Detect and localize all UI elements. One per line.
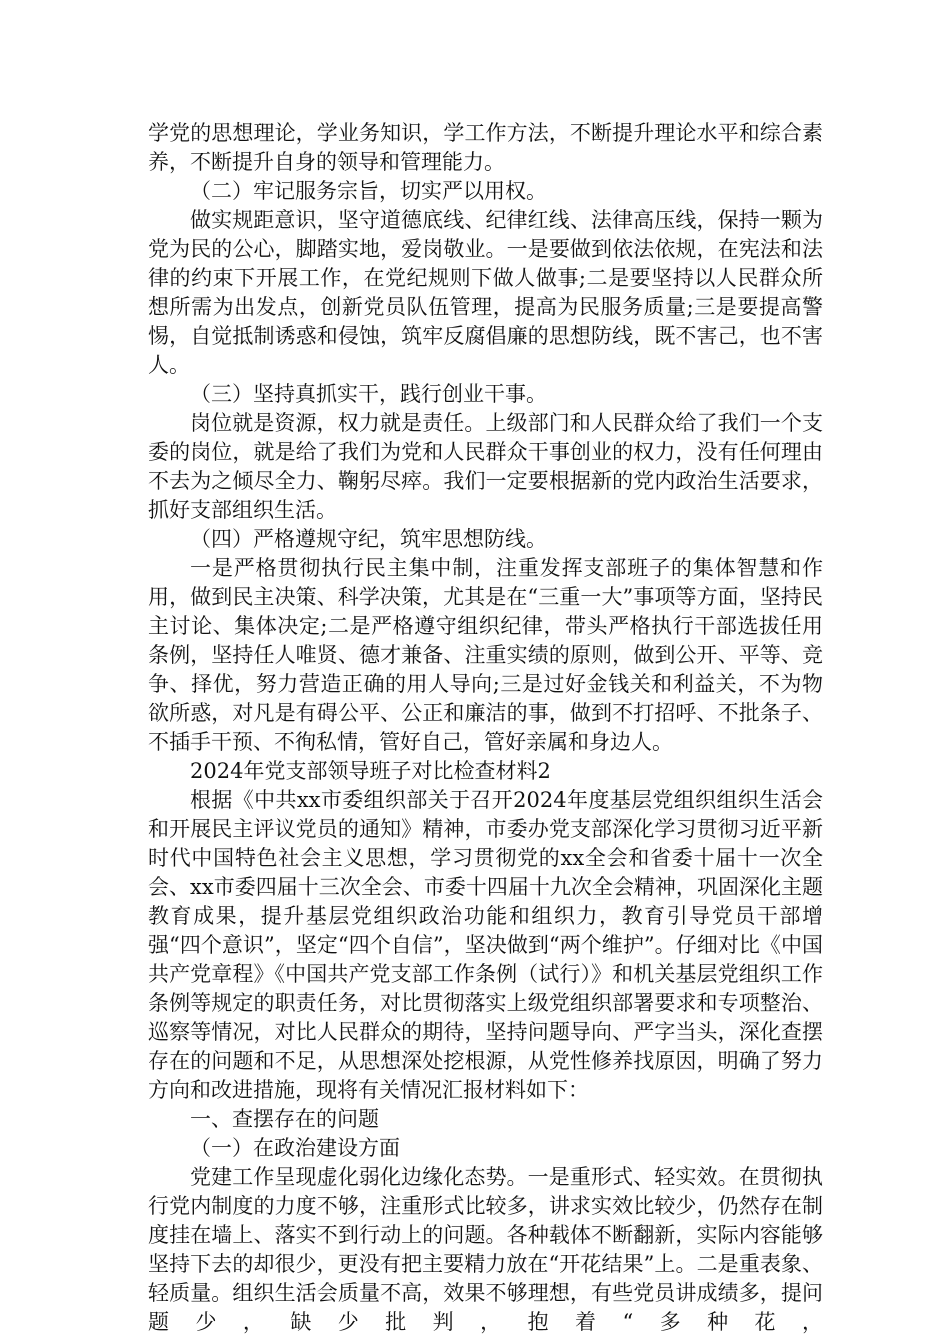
paragraph: 做实规距意识，坚守道德底线、纪律红线、法律高压线，保持一颗为党为民的公心，脚踏实地，爱岗敬业。一是要做到依法依规，在宪法和法律的约束下开展工作，在党纪规则下做人做事;二是要坚持以人民群众所想所需为出发点，创新党员队伍管理，提高为民服务质量;三是要提高警惕，自觉抵制诱惑和侵蚀，筑牢反腐倡廉的思想防线，既不害己，也不害人。 [148, 208, 823, 377]
section-heading-4: （四）严格遵规守纪，筑牢思想防线。 [190, 527, 547, 551]
document-body [148, 119, 823, 1337]
section-heading-main: 一、查摆存在的问题 [190, 1107, 379, 1131]
paragraph: 根据《中共xx市委组织部关于召开2024年度基层党组织组织生活会和开展民主评议党员的通知》精神，市委办党支部深化学习贯彻习近平新时代中国特色社会主义思想，学习贯彻党的xx全会和省委十届十一次全会、xx市委四届十三次全会、市委十四届十九次全会精神，巩固深化主题教育成果，提升基层党组织政治功能和组织力，教育引导党员干部增强“四个意识”，坚定“四个自信”，坚决做到“两个维护”。仔细对比《中国共产党章程》《中国共产党支部工作条例（试行）》和机关基层党组织工作条例等规定的职责任务，对比贯彻落实上级党组织部署要求和专项整治、巡察等情况，对比人民群众的期待，坚持问题导向、严字当头，深化查摆存在的问题和不足，从思想深处挖根源，从党性修养找原因，明确了努力方向和改进措施，现将有关情况汇报材料如下： [148, 788, 823, 1102]
paragraph: 一是严格贯彻执行民主集中制，注重发挥支部班子的集体智慧和作用，做到民主决策、科学决策，尤其是在“三重一大”事项等方面，坚持民主讨论、集体决定;二是严格遵守组织纪律，带头严格执行干部选拔任用条例，坚持任人唯贤、德才兼备、注重实绩的原则，做到公开、平等、竞争、择优，努力营造正确的用人导向;三是过好金钱关和利益关，不为物欲所惑，对凡是有碍公平、公正和廉洁的事，做到不打招呼、不批条子、不插手干预、不徇私情，管好自己，管好亲属和身边人。 [148, 556, 823, 754]
section-heading-3: （三）坚持真抓实干，践行创业干事。 [190, 382, 547, 406]
paragraph-continuation: 学党的思想理论，学业务知识，学工作方法，不断提升理论水平和综合素养，不断提升自身的领导和管理能力。 [148, 121, 823, 174]
paragraph: 岗位就是资源，权力就是责任。上级部门和人民群众给了我们一个支委的岗位，就是给了我们为党和人民群众干事创业的权力，没有任何理由不去为之倾尽全力、鞠躬尽瘁。我们一定要根据新的党内政治生活要求，抓好支部组织生活。 [148, 411, 823, 522]
document-title: 2024年党支部领导班子对比检查材料2 [190, 759, 551, 783]
paragraph: 党建工作呈现虚化弱化边缘化态势。一是重形式、轻实效。在贯彻执行党内制度的力度不够，注重形式比较多，讲求实效比较少，仍然存在制度挂在墙上、落实不到行动上的问题。各种载体不断翻新，实际内容能够坚持下去的却很少，更没有把主要精力放在“开花结果”上。二是重表象、轻质量。组织生活会质量不高，效果不够理想，有些党员讲成绩多，提问题少，缺少批判，抱着“多种花， [148, 1165, 823, 1334]
section-heading-2: （二）牢记服务宗旨，切实严以用权。 [190, 179, 547, 203]
section-heading-sub: （一）在政治建设方面 [190, 1136, 400, 1160]
